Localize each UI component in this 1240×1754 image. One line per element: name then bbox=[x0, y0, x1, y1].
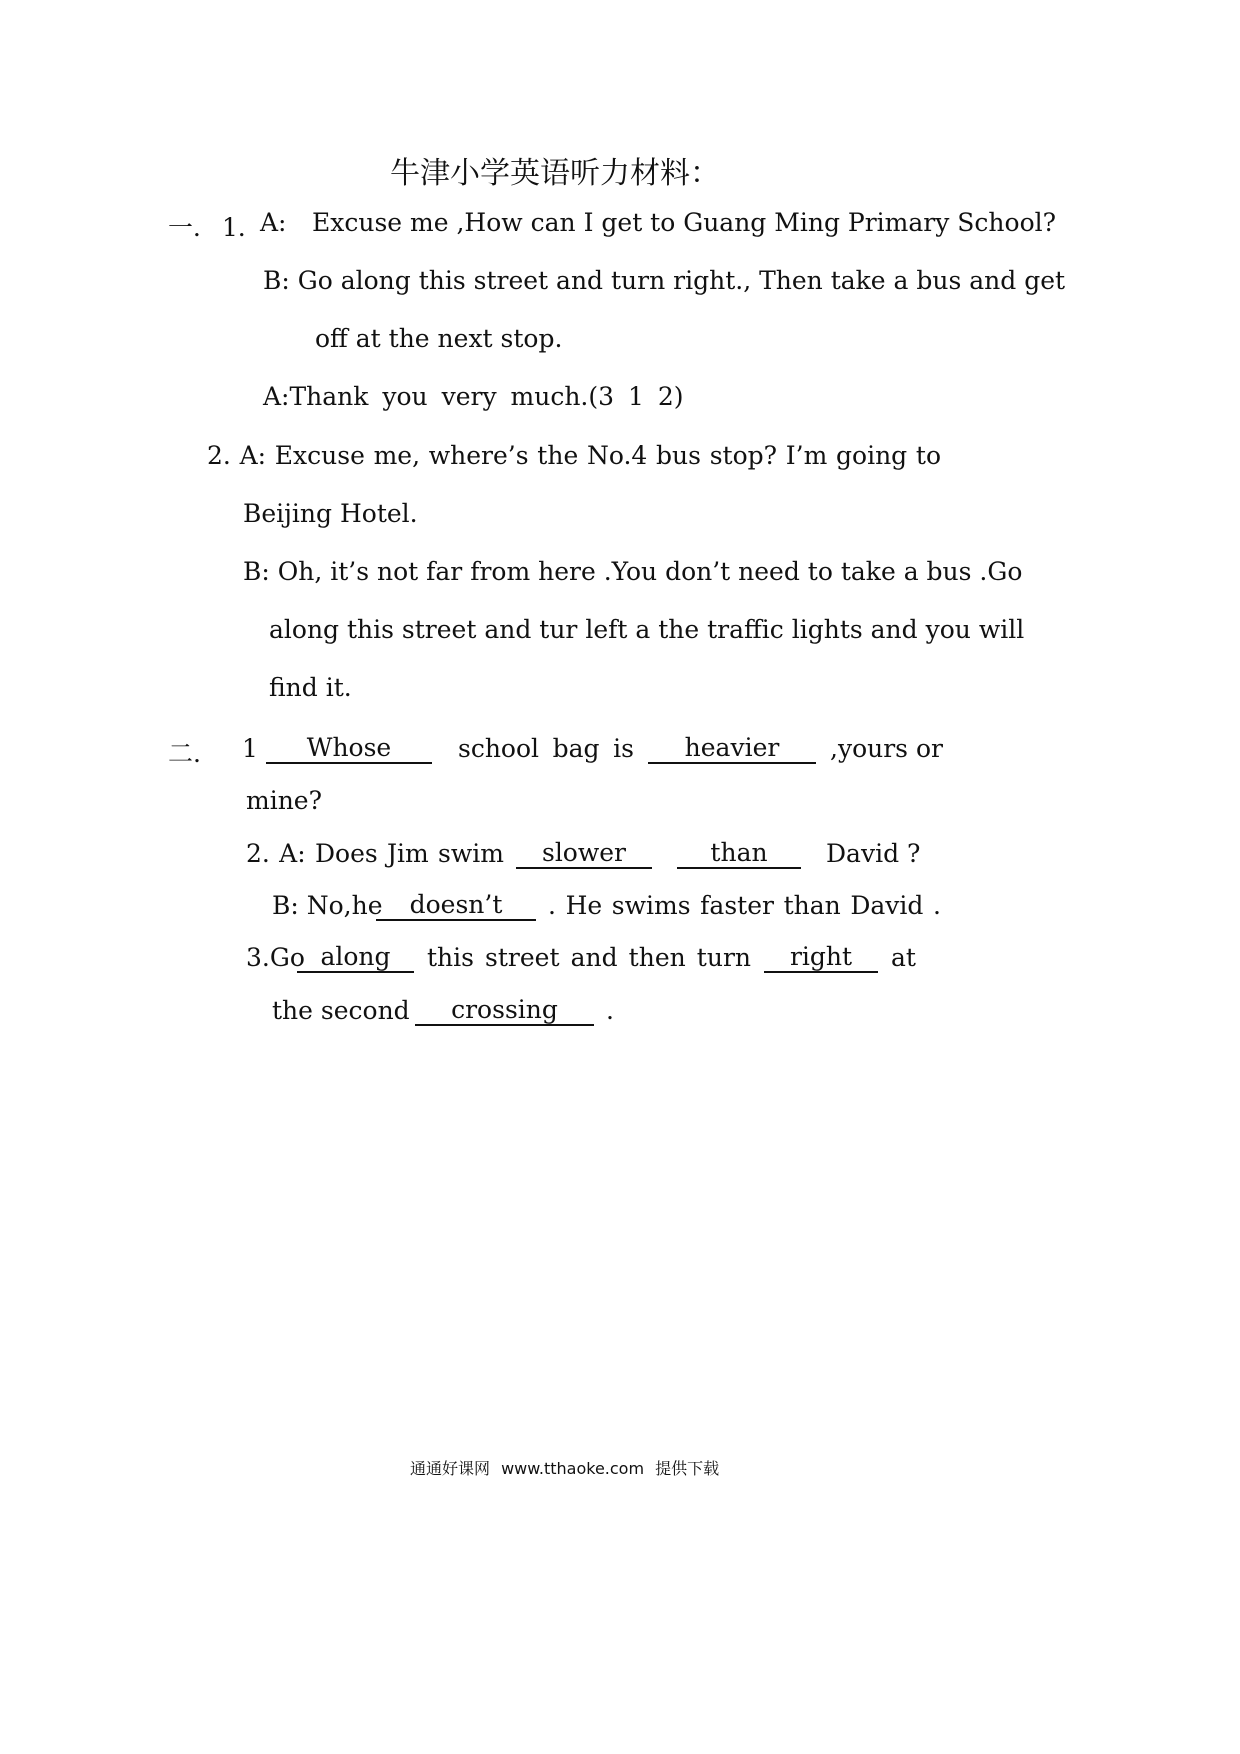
section-2-q3-answer-blank-2: right bbox=[764, 943, 878, 973]
section-1-q1-a-prefix: A: bbox=[260, 208, 287, 237]
section-2-q3-prefix: 3.Go bbox=[246, 943, 305, 972]
section-1-q1-b-line2: off at the next stop. bbox=[315, 324, 563, 353]
section-2-q1-answer-blank-1: Whose bbox=[266, 734, 432, 764]
section-1-q2-line2: Beijing Hotel. bbox=[243, 499, 418, 528]
section-2-q1-number: 1 bbox=[242, 734, 258, 763]
section-1-q1-a2: A:Thank you very much.(3 1 2) bbox=[263, 382, 684, 411]
section-1-q2-b-line2: along this street and tur left a the traffic lights and you will bbox=[269, 615, 1025, 644]
section-2-q3-line2-prefix: the second bbox=[272, 996, 410, 1025]
section-2-q2-a-prefix: 2. A: Does Jim swim bbox=[246, 839, 504, 868]
section-2-q3-answer-blank-1: along bbox=[297, 943, 414, 973]
section-2-q3-text-2: at bbox=[891, 943, 916, 972]
section-1-q2-b-line3: find it. bbox=[269, 673, 352, 702]
section-2-marker: 二. bbox=[168, 739, 201, 768]
section-2-q1-text-2: ,yours or bbox=[830, 734, 943, 763]
section-1-q1-number: 1． bbox=[222, 213, 263, 242]
section-1-q1-a-text: Excuse me ,How can I get to Guang Ming Primary School? bbox=[312, 208, 1057, 237]
section-2-q2-answer-blank-3: doesn’t bbox=[376, 891, 536, 921]
section-2-q1-text-1: school bag is bbox=[458, 734, 634, 763]
section-2-q1-line-2: mine? bbox=[246, 786, 323, 815]
section-2-q2-answer-blank-2: than bbox=[677, 839, 801, 869]
section-2-q2-a-suffix: David ? bbox=[826, 839, 921, 868]
page-title: 牛津小学英语听力材料： bbox=[390, 156, 720, 191]
section-2-q3-line2-suffix: . bbox=[606, 996, 614, 1025]
section-2-q2-b-suffix: . He swims faster than David . bbox=[548, 891, 941, 920]
section-1-marker: 一． bbox=[168, 213, 219, 242]
footer-text: 通通好课网 www.tthaoke.com 提供下载 bbox=[410, 1459, 720, 1478]
section-2-q3-text-1: this street and then turn bbox=[427, 943, 751, 972]
section-1-q2-line1: 2. A: Excuse me, where’s the No.4 bus stop? I’m going to bbox=[207, 441, 941, 470]
section-2-q1-answer-blank-2: heavier bbox=[648, 734, 816, 764]
section-1-q2-b-line1: B: Oh, it’s not far from here .You don’t need to take a bus .Go bbox=[243, 557, 1023, 586]
section-2-q2-b-prefix: B: No,he bbox=[272, 891, 383, 920]
section-1-q1-b-line1: B: Go along this street and turn right., Then take a bus and get bbox=[263, 266, 1066, 295]
section-2-q3-answer-blank-3: crossing bbox=[415, 996, 594, 1026]
section-2-q2-answer-blank-1: slower bbox=[516, 839, 652, 869]
